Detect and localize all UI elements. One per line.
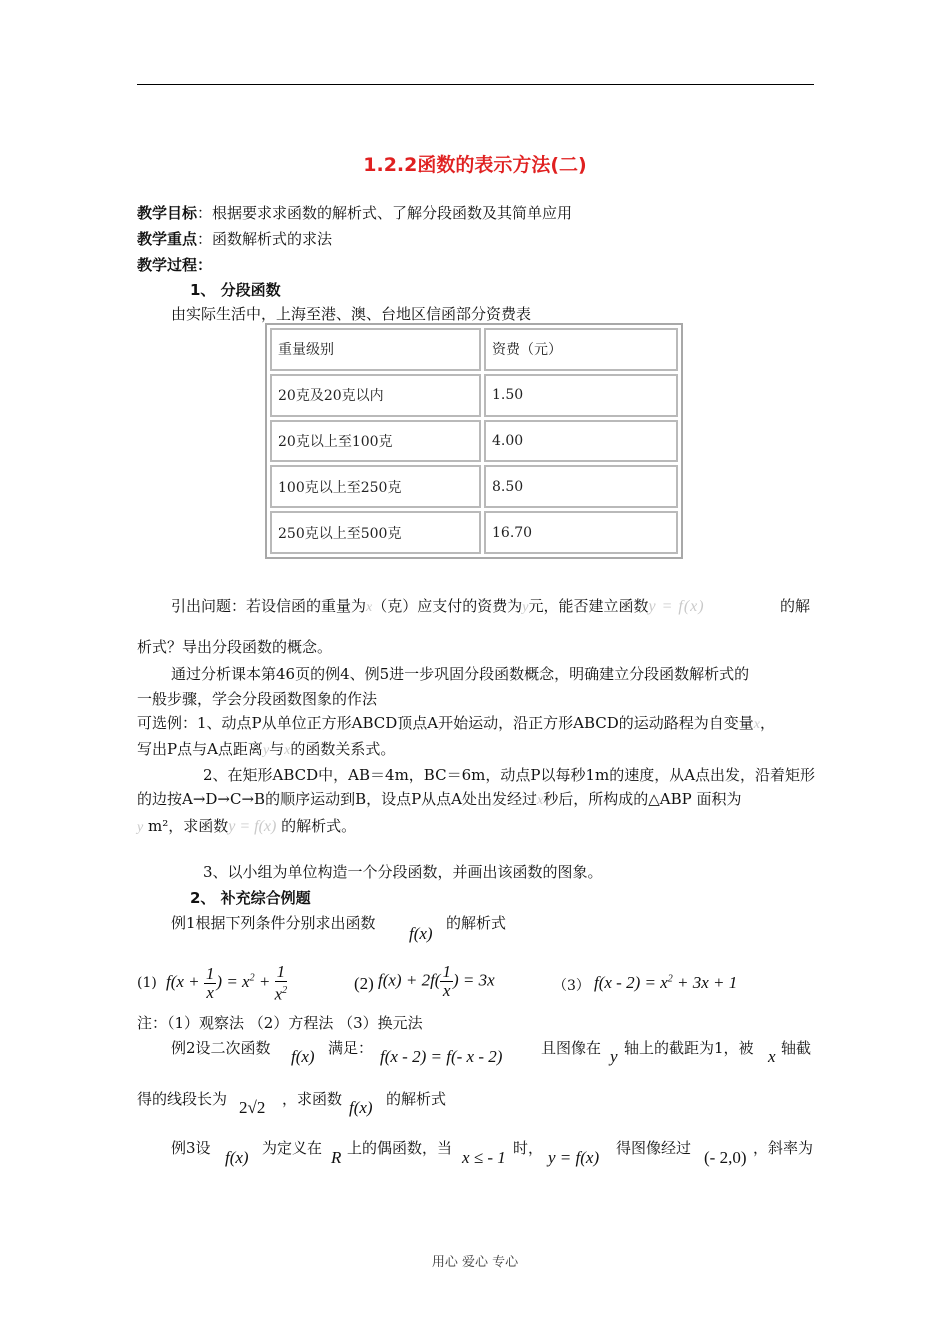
table-row [270,511,678,554]
math-fx: f(x) [349,1098,373,1117]
fee-table [265,323,683,559]
math-fx: f(x) [409,924,433,943]
example-2-g: ，求函数 [282,1090,343,1108]
example-optional-2: 2、在矩形ABCD中，AB＝4m，BC＝6m，动点P以每秒1m的速度，从A点出发，沿着矩形 [203,766,816,784]
math-fx: f(x) [291,1047,315,1066]
math-y: y [610,1047,618,1066]
math-point: (- 2,0) [704,1148,747,1167]
example-optional-2c: y m²，求函数y = f(x) 的解析式。 [137,817,357,835]
table-header-row [270,328,678,371]
table-row [270,465,678,508]
example-2-c: 且图像在 [541,1039,602,1057]
table-cell: 250克以上至500克 [270,511,481,554]
example-2-e: 轴截 [781,1039,812,1057]
example-2-d: 轴上的截距为1，被 [624,1039,754,1057]
page-footer: 用心 爱心 专心 [431,1255,519,1270]
example-1-intro: 例1根据下列条件分别求出函数 [171,914,376,932]
eq-label-3: （3） [553,978,590,994]
example-2-f: 得的线段长为 [137,1090,228,1108]
example-3-e: 得图像经过 [616,1139,692,1157]
table-row [270,374,678,417]
example-2-h: 的解析式 [386,1090,447,1108]
example-3-f: ，斜率为 [753,1139,814,1157]
teaching-process: 教学过程： [137,256,213,274]
page-title: 1.2.2函数的表示方法(二) [363,154,587,176]
math-y-eq: y = f(x) [548,1148,600,1167]
method-note: 注：（1）观察法 （2）方程法 （3）换元法 [137,1014,423,1032]
teaching-key: 教学重点：函数解析式的求法 [137,230,333,248]
paragraph-analysis-1: 通过分析课本第46页的例4、例5进一步巩固分段函数概念，明确建立分段函数解析式的 [171,665,750,683]
example-optional-1: 可选例：1、动点P从单位正方形ABCD顶点A开始运动，沿正方形ABCD的运动路程为自变量x， [137,714,775,732]
math-fx: f(x) [225,1148,249,1167]
eq-label-2: (2) [354,974,374,993]
math-condition: x ≤ - 1 [462,1148,506,1167]
example-3-d: 时， [513,1139,544,1157]
math-length: 2√2 [239,1098,266,1117]
table-cell: 4.00 [484,420,678,463]
example-optional-3: 3、以小组为单位构造一个分段函数，并画出该函数的图象。 [203,863,603,881]
example-optional-2b: 的边按A→D→C→B的顺序运动到B，设点P从点A处出发经过x秒后，所构成的△ABP 面积为 [137,790,742,808]
example-2-a: 例2设二次函数 [171,1039,271,1057]
equation-1: f(x + $\frac{1}{x}$ ) = $x^2$ + $\frac{1}{x^2}$ [166,962,288,1004]
math-equation: f(x - 2) = f(- x - 2) [380,1047,503,1066]
example-3-b: 为定义在 [262,1139,323,1157]
math-R: R [331,1148,342,1167]
table-cell: 8.50 [484,465,678,508]
table-header-cell: 重量级别 [270,328,481,371]
paragraph-analysis-2: 一般步骤，学会分段函数图象的作法 [137,690,378,708]
table-cell: 16.70 [484,511,678,554]
section-heading-2: 2、 补充综合例题 [190,889,311,907]
eq-label-1: (1) [137,975,157,991]
equation-2: f(x) + 2f( $\frac{1}{x}$ ) = 3x [378,962,495,1000]
math-x: x [768,1047,776,1066]
example-optional-1b: 写出P点与A点距离y与x的函数关系式。 [137,740,396,758]
equation-3: $f(x - 2) = x^2 + 3x + 1$ [594,973,738,992]
header-rule [137,84,814,85]
example-3-a: 例3设 [171,1139,211,1157]
table-row [270,420,678,463]
example-1-intro-end: 的解析式 [446,914,507,932]
teaching-goal: 教学目标：根据要求求函数的解析式、了解分段函数及其简单应用 [137,204,573,222]
table-intro: 由实际生活中，上海至港、澳、台地区信函部分资费表 [171,305,532,323]
example-3-c: 上的偶函数，当 [347,1139,453,1157]
table-header-cell: 资费（元） [484,328,678,371]
section-heading-1: 1、 分段函数 [190,281,281,299]
table-cell: 20克及20克以内 [270,374,481,417]
paragraph-question-2: 析式？导出分段函数的概念。 [137,638,333,656]
paragraph-question: 引出问题：若设信函的重量为x（克）应支付的资费为y元，能否建立函数y = f(x) [171,597,705,615]
paragraph-question-end: 的解 [780,597,811,615]
table-cell: 20克以上至100克 [270,420,481,463]
table-cell: 100克以上至250克 [270,465,481,508]
example-2-b: 满足： [328,1039,374,1057]
table-cell: 1.50 [484,374,678,417]
